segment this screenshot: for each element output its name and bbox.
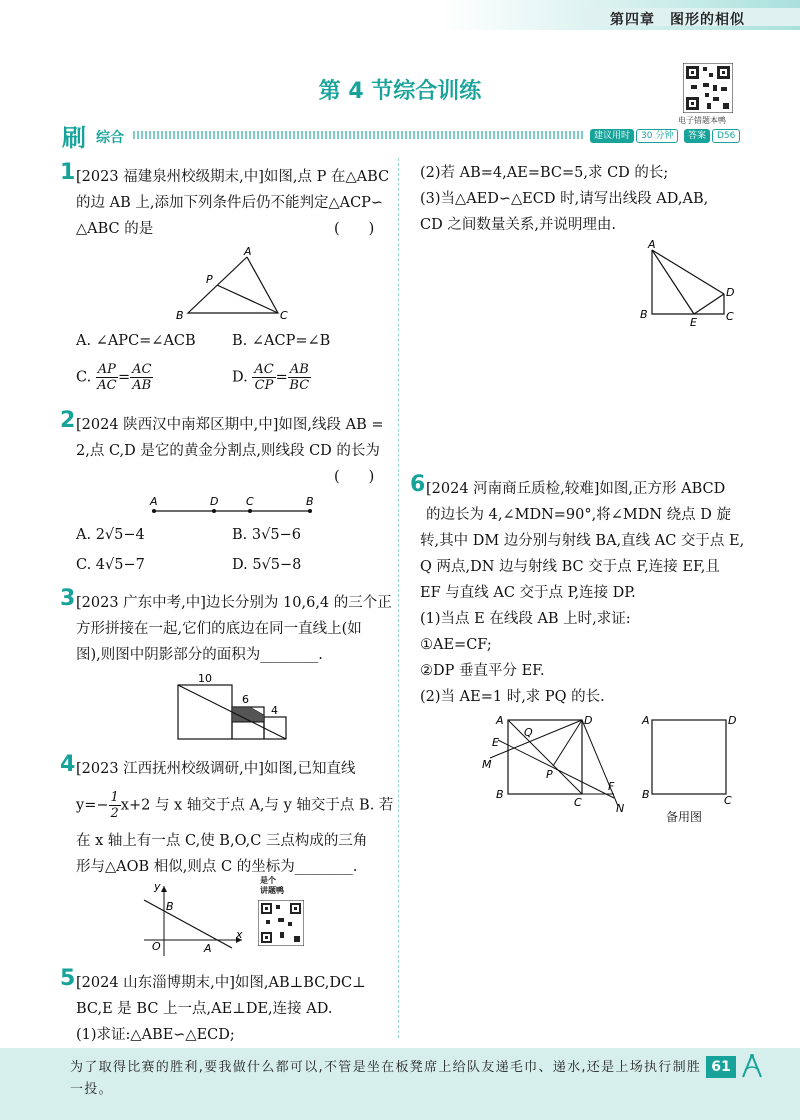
question-number-2: 2 [60, 408, 76, 433]
q5-label-E: E [690, 316, 697, 329]
q6-line3: 转,其中 DM 边分别与射线 BA,直线 AC 交于点 E, [420, 533, 745, 549]
q6-label-P: P [546, 768, 553, 781]
q6-line6: (1)当点 E 在线段 AB 上时,求证: [420, 611, 631, 627]
q6-spare-label-C: C [724, 794, 732, 805]
q3-line2: 方形拼接在一起,它们的底边在同一直线上(如 [76, 621, 362, 637]
column-divider [398, 158, 399, 1038]
q6-line9: (2)当 AE=1 时,求 PQ 的长. [420, 689, 605, 705]
q4-label-O: O [152, 940, 161, 953]
section-rule [133, 131, 585, 139]
q6-spare-label-D: D [728, 714, 737, 727]
section-word: 综合 [96, 130, 124, 146]
q6-line2: 的边长为 4,∠MDN=90°,将∠MDN 绕点 D 旋 [426, 507, 731, 523]
q4-line3: 在 x 轴上有一点 C,使 B,O,C 三点构成的三角 [76, 833, 368, 849]
q5-line6: CD 之间数量关系,并说明理由. [420, 217, 617, 233]
q6-spare-label-B: B [642, 788, 650, 801]
q5-line2: BC,E 是 BC 上一点,AE⊥DE,连接 AD. [76, 1001, 333, 1017]
q6-line8: ②DP 垂直平分 EF. [420, 663, 545, 679]
q2-option-b[interactable]: B. 3√5−6 [232, 527, 301, 543]
page-title: 第 4 节综合训练 [318, 79, 482, 104]
q1-line2: 的边 AB 上,添加下列条件后仍不能判定△ACP∽ [76, 195, 384, 211]
q1-line1: [2023 福建泉州校级期末,中]如图,点 P 在△ABC [76, 169, 390, 185]
q6-spare-figure [638, 710, 773, 805]
q1-option-a[interactable]: A. ∠APC=∠ACB [76, 333, 196, 349]
q2-option-c[interactable]: C. 4√5−7 [76, 557, 145, 573]
q6-spare-caption: 备用图 [666, 810, 703, 824]
chapter-title: 第四章 图形的相似 [610, 12, 745, 28]
q6-label-B: B [496, 788, 504, 801]
q3-squares-figure [170, 670, 290, 745]
q4-label-y: y [154, 880, 161, 893]
q3-label-4: 4 [271, 704, 278, 717]
q6-label-F: F [608, 780, 615, 793]
q5-line4: (2)若 AB=4,AE=BC=5,求 CD 的长; [420, 165, 669, 181]
q4-label-B: B [166, 900, 174, 913]
q1-label-B: B [176, 309, 184, 322]
q6-label-N: N [616, 802, 625, 815]
compass-icon [738, 1052, 766, 1080]
section-icon: 刷 [62, 124, 86, 152]
q3-line3: 图),则图中阴影部分的面积为________. [76, 647, 323, 663]
question-number-5: 5 [60, 966, 76, 991]
q2-answer-paren[interactable]: ( ) [334, 469, 375, 485]
question-number-1: 1 [60, 160, 76, 185]
q6-line7: ①AE=CF; [420, 637, 492, 653]
q4-line1: [2023 江西抚州校级调研,中]如图,已知直线 [76, 761, 356, 777]
qr-caption: 电子错题本鸭 [678, 116, 726, 125]
answer-value[interactable]: D56 [712, 129, 740, 143]
q5-label-D: D [726, 286, 735, 299]
q4-qr-code-icon[interactable] [258, 900, 304, 946]
question-number-3: 3 [60, 586, 76, 611]
qr-code-icon[interactable] [683, 63, 733, 113]
q2-option-a[interactable]: A. 2√5−4 [76, 527, 145, 543]
q4-label-x: x [236, 928, 243, 941]
q4-axes-figure [136, 880, 248, 960]
question-number-6: 6 [410, 472, 426, 497]
q6-label-A: A [496, 714, 504, 727]
q5-label-A: A [648, 240, 656, 251]
q6-label-E: E [492, 736, 499, 749]
q1-option-c[interactable]: C. $\frac{AP}{AC}$ = $\frac{AC}{AB}$ [76, 362, 152, 393]
q2-line2: 2,点 C,D 是它的黄金分割点,则线段 CD 的长为 [76, 443, 380, 459]
q6-line4: Q 两点,DN 边与射线 BC 交于点 F,连接 EF,且 [420, 559, 720, 575]
footer-quote: 为了取得比赛的胜利,要我做什么都可以,不管是坐在板凳席上给队友递毛巾、递水,还是上场执行制胜一投。 [70, 1060, 702, 1097]
q1-line3: △ABC 的是 [76, 221, 154, 237]
q1-label-A: A [244, 245, 252, 258]
q5-line3: (1)求证:△ABE∽△ECD; [76, 1027, 235, 1043]
answer-label: 答案 [684, 129, 710, 143]
q4-qr-caption: 是个 讲题鸭 [260, 876, 284, 895]
q1-label-P: P [206, 273, 213, 286]
q1-option-b[interactable]: B. ∠ACP=∠B [232, 333, 331, 349]
q4-label-A: A [204, 942, 212, 955]
q6-spare-label-A: A [642, 714, 650, 727]
q1-label-C: C [280, 309, 288, 322]
q6-label-Q: Q [524, 726, 533, 739]
q6-main-figure [480, 710, 630, 815]
q6-label-M: M [482, 758, 492, 771]
q5-label-B: B [640, 308, 648, 321]
question-number-4: 4 [60, 752, 76, 777]
q2-label-B: B [306, 495, 314, 508]
time-value: 30 分钟 [636, 129, 678, 143]
q2-option-d[interactable]: D. 5√5−8 [232, 557, 302, 573]
q1-triangle-figure [170, 245, 300, 325]
q5-line5: (3)当△AED∽△ECD 时,请写出线段 AD,AB, [420, 191, 709, 207]
q6-line1: [2024 河南商丘质检,较难]如图,正方形 ABCD [426, 481, 726, 497]
q1-answer-paren[interactable]: ( ) [334, 221, 375, 237]
q2-segment-figure [140, 490, 325, 520]
q4-line4: 形与△AOB 相似,则点 C 的坐标为________. [76, 859, 358, 875]
q2-label-D: D [210, 495, 219, 508]
q5-figure [636, 240, 746, 330]
q1-option-d[interactable]: D. $\frac{AC}{CP}$ = $\frac{AB}{BC}$ [232, 362, 310, 393]
q3-line1: [2023 广东中考,中]边长分别为 10,6,4 的三个正 [76, 595, 392, 611]
q2-label-A: A [150, 495, 158, 508]
q3-label-10: 10 [198, 672, 212, 685]
q2-line1: [2024 陕西汉中南郑区期中,中]如图,线段 AB = [76, 417, 384, 433]
q6-label-D: D [584, 714, 593, 727]
q6-line5: EF 与直线 AC 交于点 P,连接 DP. [420, 585, 636, 601]
q5-label-C: C [726, 310, 734, 323]
page-number: 61 [706, 1056, 736, 1078]
q2-label-C: C [246, 495, 254, 508]
time-label: 建议用时 [590, 129, 634, 143]
q3-label-6: 6 [242, 693, 249, 706]
q4-line2: y=− $\frac{1}{2}$ x+2 与 x 轴交于点 A,与 y 轴交于点 B. 若 [76, 790, 394, 821]
q6-label-C: C [574, 796, 582, 809]
q5-line1: [2024 山东淄博期末,中]如图,AB⊥BC,DC⊥ [76, 975, 366, 991]
